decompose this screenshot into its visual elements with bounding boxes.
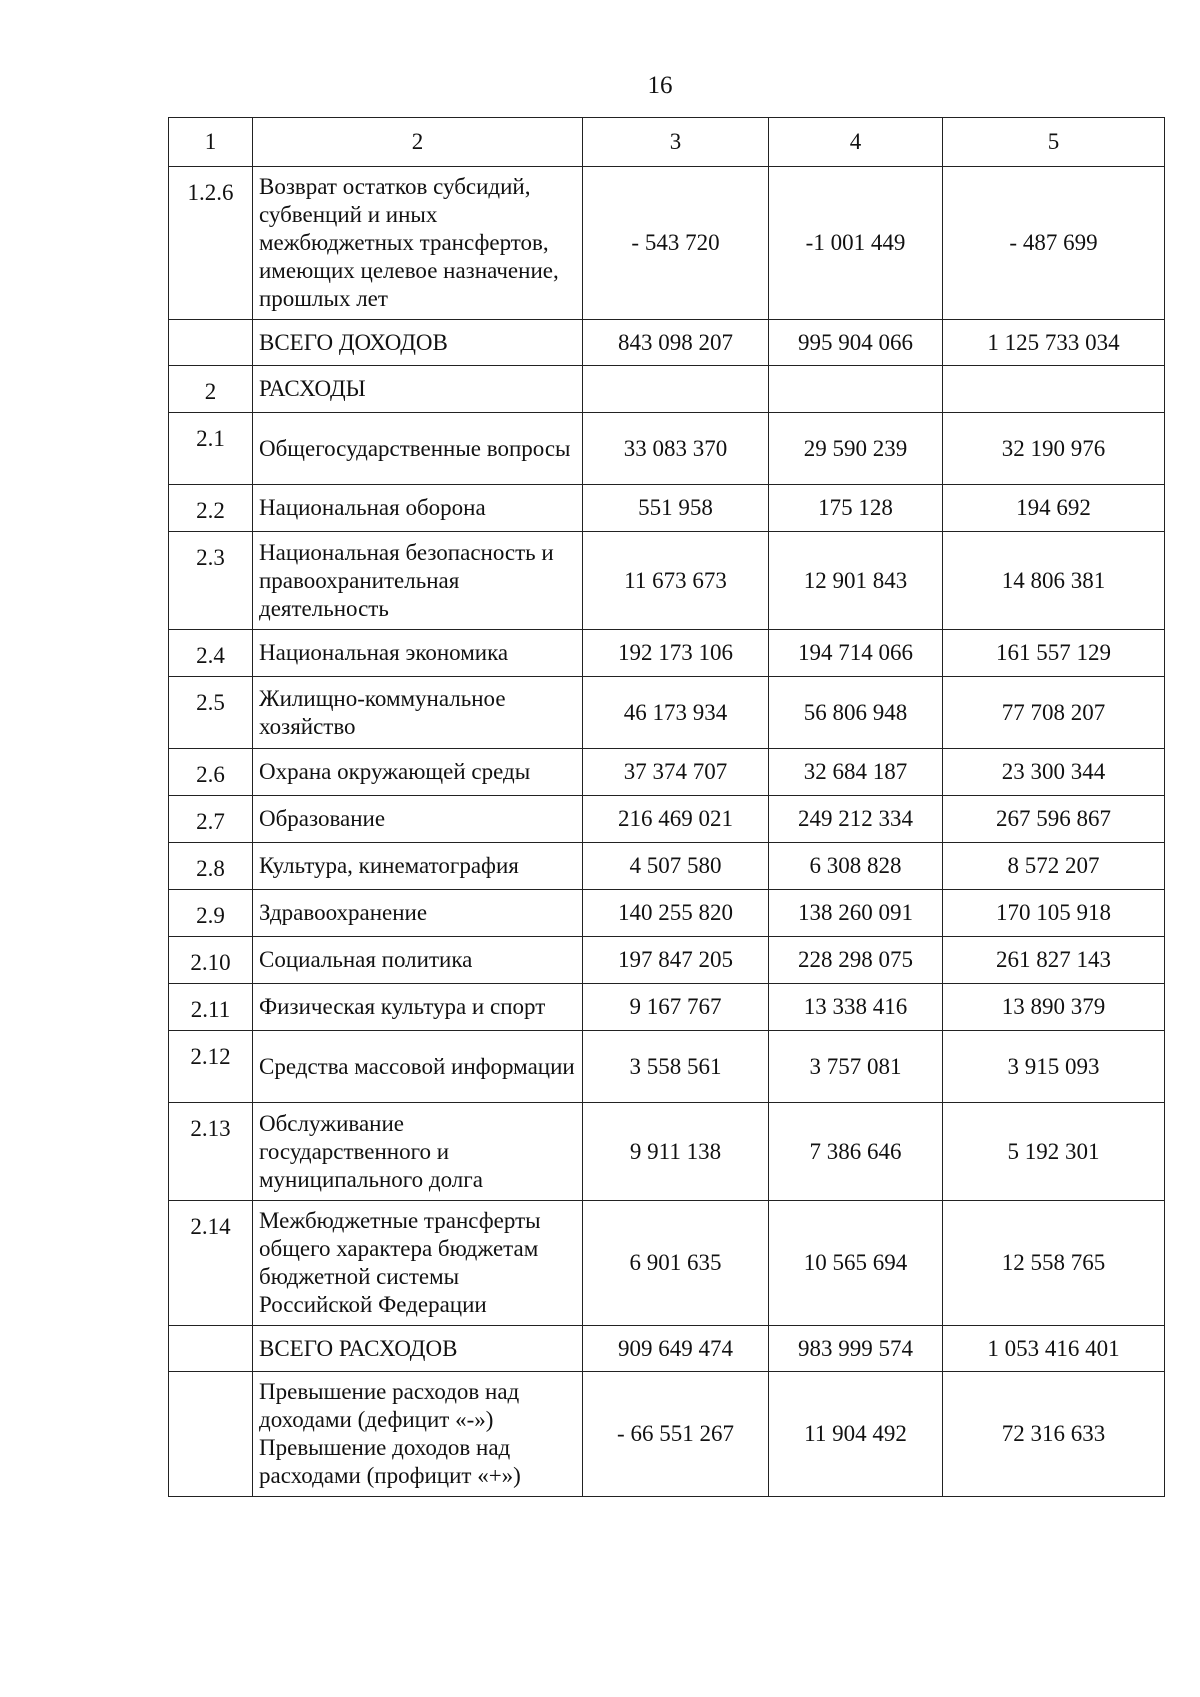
row-value-col3: - 543 720: [583, 167, 769, 320]
row-value-col4: 983 999 574: [769, 1326, 943, 1372]
row-value-col3: 551 958: [583, 485, 769, 532]
row-value-col4: 10 565 694: [769, 1201, 943, 1326]
row-code: 2: [169, 366, 253, 413]
row-value-col4: 12 901 843: [769, 532, 943, 630]
row-value-col5: - 487 699: [943, 167, 1165, 320]
row-value-col5: 72 316 633: [943, 1372, 1165, 1497]
row-code: 1.2.6: [169, 167, 253, 320]
row-value-col3: 33 083 370: [583, 413, 769, 485]
row-code: 2.4: [169, 630, 253, 677]
row-name: Общегосударственные вопросы: [253, 413, 583, 485]
row-name: Национальная безопасность и правоохранительная деятельность: [253, 532, 583, 630]
row-name: ВСЕГО РАСХОДОВ: [253, 1326, 583, 1372]
row-value-col3: 9 167 767: [583, 984, 769, 1031]
row-code: 2.3: [169, 532, 253, 630]
table-row: [169, 677, 1165, 749]
table-row: [169, 1326, 1165, 1372]
row-value-col3: 46 173 934: [583, 677, 769, 749]
row-value-col4: 32 684 187: [769, 749, 943, 796]
row-value-col4: 13 338 416: [769, 984, 943, 1031]
table-row: [169, 413, 1165, 485]
row-code: 2.10: [169, 937, 253, 984]
table-row: [169, 984, 1165, 1031]
header-cell: 5: [943, 118, 1165, 167]
row-name: Национальная оборона: [253, 485, 583, 532]
row-code: 2.6: [169, 749, 253, 796]
row-value-col5: 14 806 381: [943, 532, 1165, 630]
row-value-col4: 175 128: [769, 485, 943, 532]
row-value-col3: 843 098 207: [583, 320, 769, 366]
row-code: 2.2: [169, 485, 253, 532]
row-value-col4: [769, 366, 943, 413]
row-value-col5: 23 300 344: [943, 749, 1165, 796]
row-name: Образование: [253, 796, 583, 843]
row-value-col3: 216 469 021: [583, 796, 769, 843]
row-value-col4: 194 714 066: [769, 630, 943, 677]
row-name: Возврат остатков субсидий, субвенций и иных межбюджетных трансфертов, имеющих целевое назначение, прошлых лет: [253, 167, 583, 320]
row-value-col3: 4 507 580: [583, 843, 769, 890]
row-value-col5: 3 915 093: [943, 1031, 1165, 1103]
row-value-col3: 37 374 707: [583, 749, 769, 796]
row-value-col5: 1 125 733 034: [943, 320, 1165, 366]
row-name: Охрана окружающей среды: [253, 749, 583, 796]
header-cell: 3: [583, 118, 769, 167]
header-row: [169, 118, 1165, 167]
row-code: 2.14: [169, 1201, 253, 1326]
row-name: Национальная экономика: [253, 630, 583, 677]
row-code: [169, 320, 253, 366]
row-value-col5: 161 557 129: [943, 630, 1165, 677]
header-cell: 4: [769, 118, 943, 167]
row-value-col3: 9 911 138: [583, 1103, 769, 1201]
row-code: 2.13: [169, 1103, 253, 1201]
row-name: Межбюджетные трансферты общего характера бюджетам бюджетной системы Российской Федерации: [253, 1201, 583, 1326]
row-value-col4: 29 590 239: [769, 413, 943, 485]
table-row: [169, 532, 1165, 630]
page-number: 16: [647, 72, 673, 99]
row-code: 2.12: [169, 1031, 253, 1103]
row-value-col3: 6 901 635: [583, 1201, 769, 1326]
row-name: Обслуживание государственного и муниципального долга: [253, 1103, 583, 1201]
table-row: [169, 320, 1165, 366]
row-value-col3: 3 558 561: [583, 1031, 769, 1103]
row-code: 2.11: [169, 984, 253, 1031]
row-code: [169, 1326, 253, 1372]
row-name: РАСХОДЫ: [253, 366, 583, 413]
table-row: [169, 843, 1165, 890]
row-value-col5: 13 890 379: [943, 984, 1165, 1031]
row-value-col5: 267 596 867: [943, 796, 1165, 843]
table-row: [169, 485, 1165, 532]
row-name: ВСЕГО ДОХОДОВ: [253, 320, 583, 366]
header-cell: 1: [169, 118, 253, 167]
row-value-col5: 8 572 207: [943, 843, 1165, 890]
table-row: [169, 1103, 1165, 1201]
table-row: [169, 1031, 1165, 1103]
table-row: [169, 1201, 1165, 1326]
row-value-col5: 12 558 765: [943, 1201, 1165, 1326]
row-value-col4: 3 757 081: [769, 1031, 943, 1103]
row-code: 2.7: [169, 796, 253, 843]
table-row: [169, 749, 1165, 796]
row-value-col4: 11 904 492: [769, 1372, 943, 1497]
row-name: Превышение расходов над доходами (дефицит «-») Превышение доходов над расходами (профицит «+»): [253, 1372, 583, 1497]
row-name: Жилищно-коммунальное хозяйство: [253, 677, 583, 749]
row-value-col3: 11 673 673: [583, 532, 769, 630]
row-name: Здравоохранение: [253, 890, 583, 937]
row-code: [169, 1372, 253, 1497]
row-value-col4: 228 298 075: [769, 937, 943, 984]
row-value-col5: 261 827 143: [943, 937, 1165, 984]
row-value-col5: 194 692: [943, 485, 1165, 532]
row-name: Средства массовой информации: [253, 1031, 583, 1103]
row-name: Физическая культура и спорт: [253, 984, 583, 1031]
table-row: [169, 1372, 1165, 1497]
table-row: [169, 937, 1165, 984]
row-value-col3: 192 173 106: [583, 630, 769, 677]
row-value-col4: 7 386 646: [769, 1103, 943, 1201]
row-value-col3: 909 649 474: [583, 1326, 769, 1372]
table-row: [169, 890, 1165, 937]
row-value-col3: [583, 366, 769, 413]
row-value-col4: 995 904 066: [769, 320, 943, 366]
row-code: 2.8: [169, 843, 253, 890]
row-value-col5: 77 708 207: [943, 677, 1165, 749]
header-cell: 2: [253, 118, 583, 167]
table-row: [169, 366, 1165, 413]
row-value-col4: 138 260 091: [769, 890, 943, 937]
row-value-col5: 5 192 301: [943, 1103, 1165, 1201]
row-value-col4: -1 001 449: [769, 167, 943, 320]
row-value-col3: 140 255 820: [583, 890, 769, 937]
row-value-col3: 197 847 205: [583, 937, 769, 984]
row-value-col4: 249 212 334: [769, 796, 943, 843]
row-code: 2.9: [169, 890, 253, 937]
row-value-col3: - 66 551 267: [583, 1372, 769, 1497]
row-value-col5: [943, 366, 1165, 413]
row-code: 2.1: [169, 413, 253, 485]
table-row: [169, 167, 1165, 320]
table-row: [169, 796, 1165, 843]
row-value-col4: 6 308 828: [769, 843, 943, 890]
row-value-col5: 32 190 976: [943, 413, 1165, 485]
row-value-col5: 170 105 918: [943, 890, 1165, 937]
budget-table: [168, 117, 1165, 1497]
row-name: Культура, кинематография: [253, 843, 583, 890]
row-value-col5: 1 053 416 401: [943, 1326, 1165, 1372]
row-name: Социальная политика: [253, 937, 583, 984]
table-row: [169, 630, 1165, 677]
row-code: 2.5: [169, 677, 253, 749]
row-value-col4: 56 806 948: [769, 677, 943, 749]
